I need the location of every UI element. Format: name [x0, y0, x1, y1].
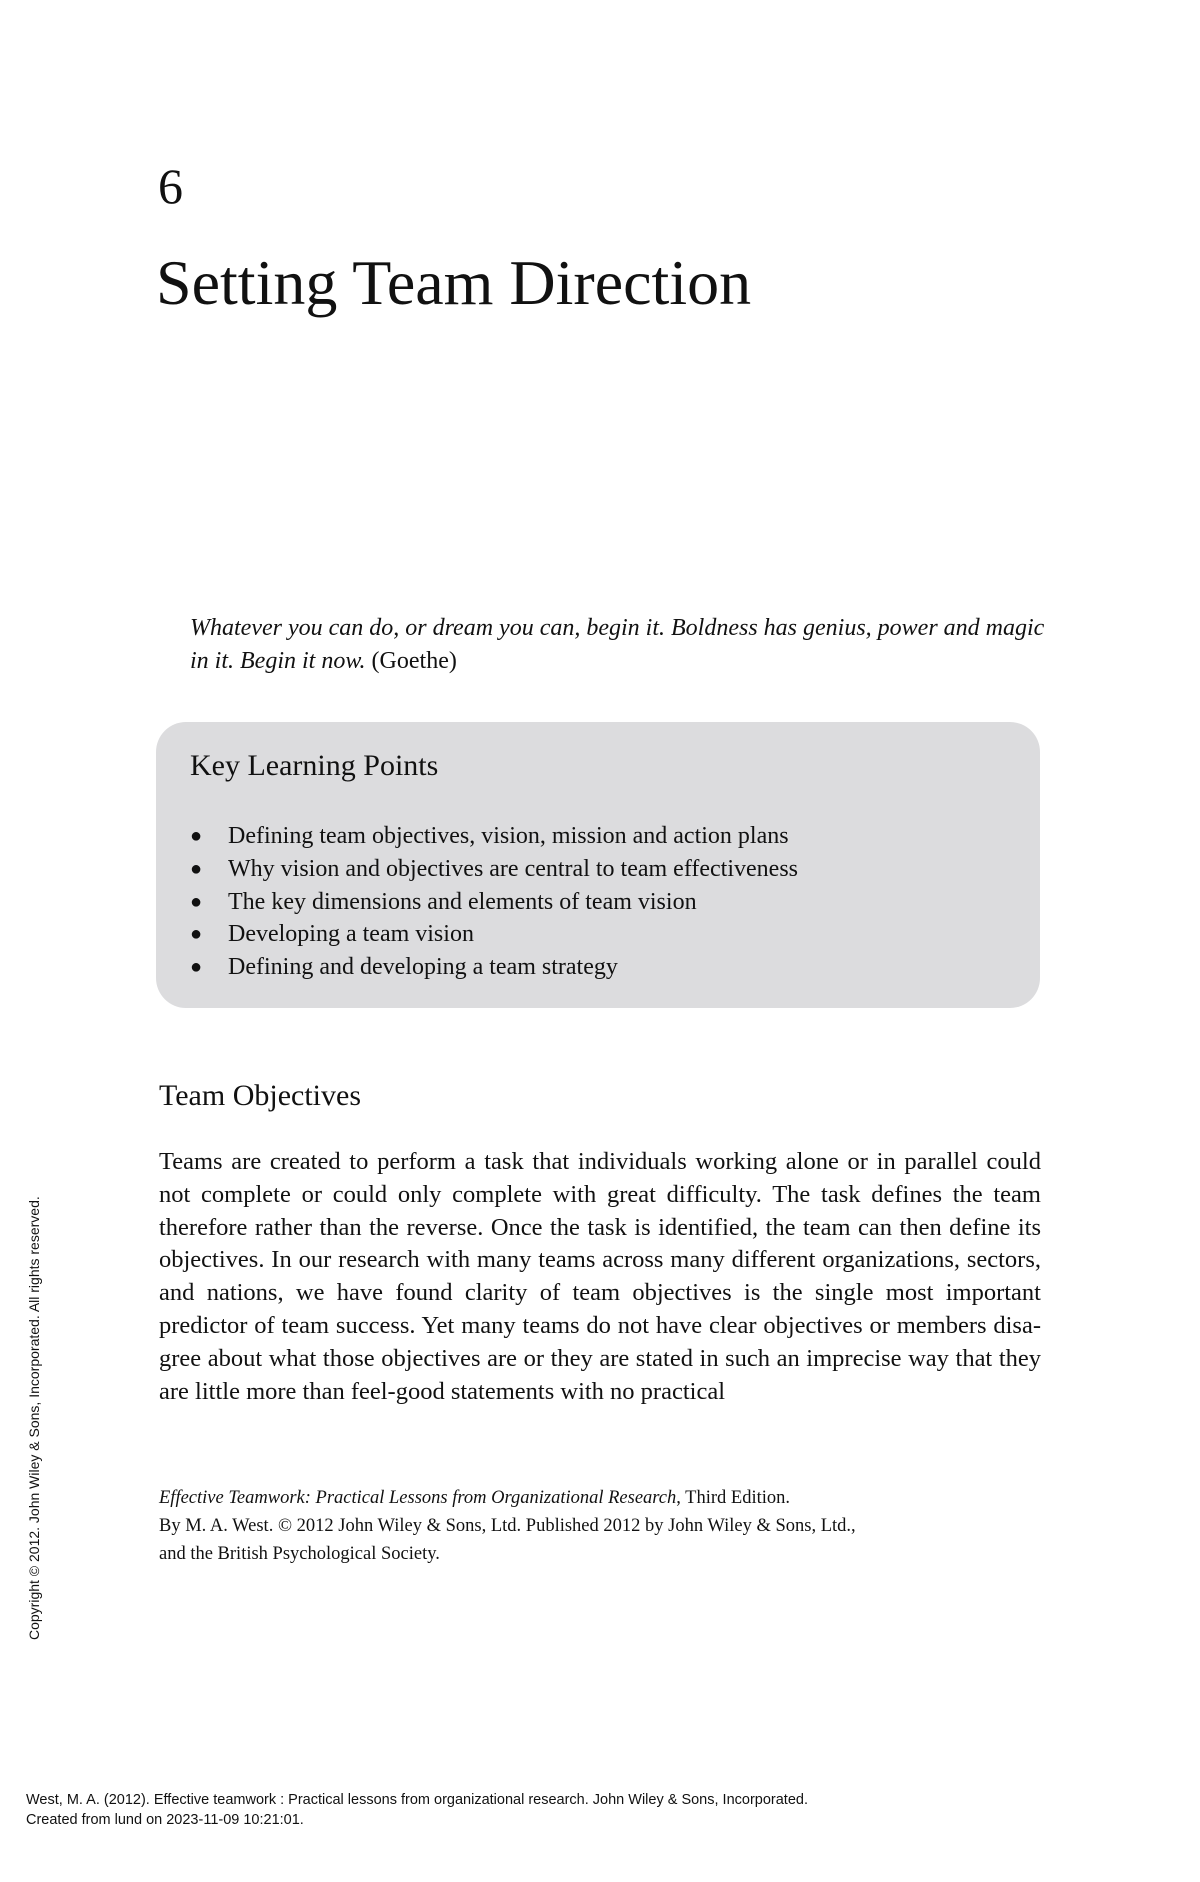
citation-line-3: and the British Psychological Society.: [159, 1544, 440, 1564]
bullet-icon: ●: [190, 923, 203, 946]
citation-line-2: By M. A. West. © 2012 John Wiley & Sons, Ltd. Published 2012 by John Wiley & Sons, Ltd.,: [159, 1516, 856, 1536]
footer-line-2: Created from lund on 2023-11-09 10:21:01.: [26, 1812, 304, 1828]
book-citation: [159, 1484, 1059, 1568]
list-item-text: Defining and developing a team strategy: [228, 954, 618, 981]
chapter-title: Setting Team Direction: [156, 247, 752, 318]
epigraph: [190, 612, 1050, 678]
bullet-icon: ●: [190, 857, 203, 880]
page-footer: [26, 1790, 808, 1830]
list-item: [190, 951, 798, 984]
list-item: [190, 853, 798, 886]
chapter-number: 6: [158, 158, 183, 214]
side-copyright: Copyright © 2012. John Wiley & Sons, Incorporated. All rights reserved.: [26, 1196, 42, 1640]
list-item: [190, 918, 798, 951]
list-item-text: The key dimensions and elements of team vision: [228, 888, 697, 915]
list-item-text: Developing a team vision: [228, 921, 474, 948]
list-item: [190, 886, 798, 919]
bullet-icon: ●: [190, 890, 203, 913]
list-item-text: Defining team objectives, vision, mission and action plans: [228, 823, 789, 849]
key-learning-points-box: [156, 722, 1040, 1008]
bullet-icon: ●: [190, 825, 203, 847]
book-edition: , Third Edition.: [676, 1488, 791, 1508]
list-item-text: Why vision and objectives are central to team effectiveness: [228, 855, 798, 882]
bullet-icon: ●: [190, 956, 203, 979]
epigraph-text: Whatever you can do, or dream you can, begin it. Boldness has genius, power and magic in it. Begin it now.: [190, 615, 1045, 674]
footer-line-1: West, M. A. (2012). Effective teamwork : Practical lessons from organizational research. John Wiley & Sons, Incorporated.: [26, 1792, 808, 1808]
list-item: [190, 820, 798, 853]
epigraph-attribution: (Goethe): [371, 648, 457, 674]
section-heading: Team Objectives: [159, 1079, 361, 1112]
book-title: Effective Teamwork: Practical Lessons from Organizational Research: [159, 1488, 677, 1508]
key-points-heading: Key Learning Points: [190, 749, 439, 782]
key-points-list: [190, 820, 798, 984]
body-paragraph: Teams are created to perform a task that individuals working alone or in parallel could not complete or could only complete with great difficulty. The task defines the team therefore rather than the reverse. Once the task is identified, the team can then define its objectives. In our research with many teams across many different organizations, sectors, and nations, we have found clarity of team objectives is the single most important predictor of team success. Yet many teams do not have clear objectives or members disa-gree about what those objectives are or they are stated in such an imprecise way that they are little more than feel-good statements with no practical: [159, 1148, 1041, 1405]
